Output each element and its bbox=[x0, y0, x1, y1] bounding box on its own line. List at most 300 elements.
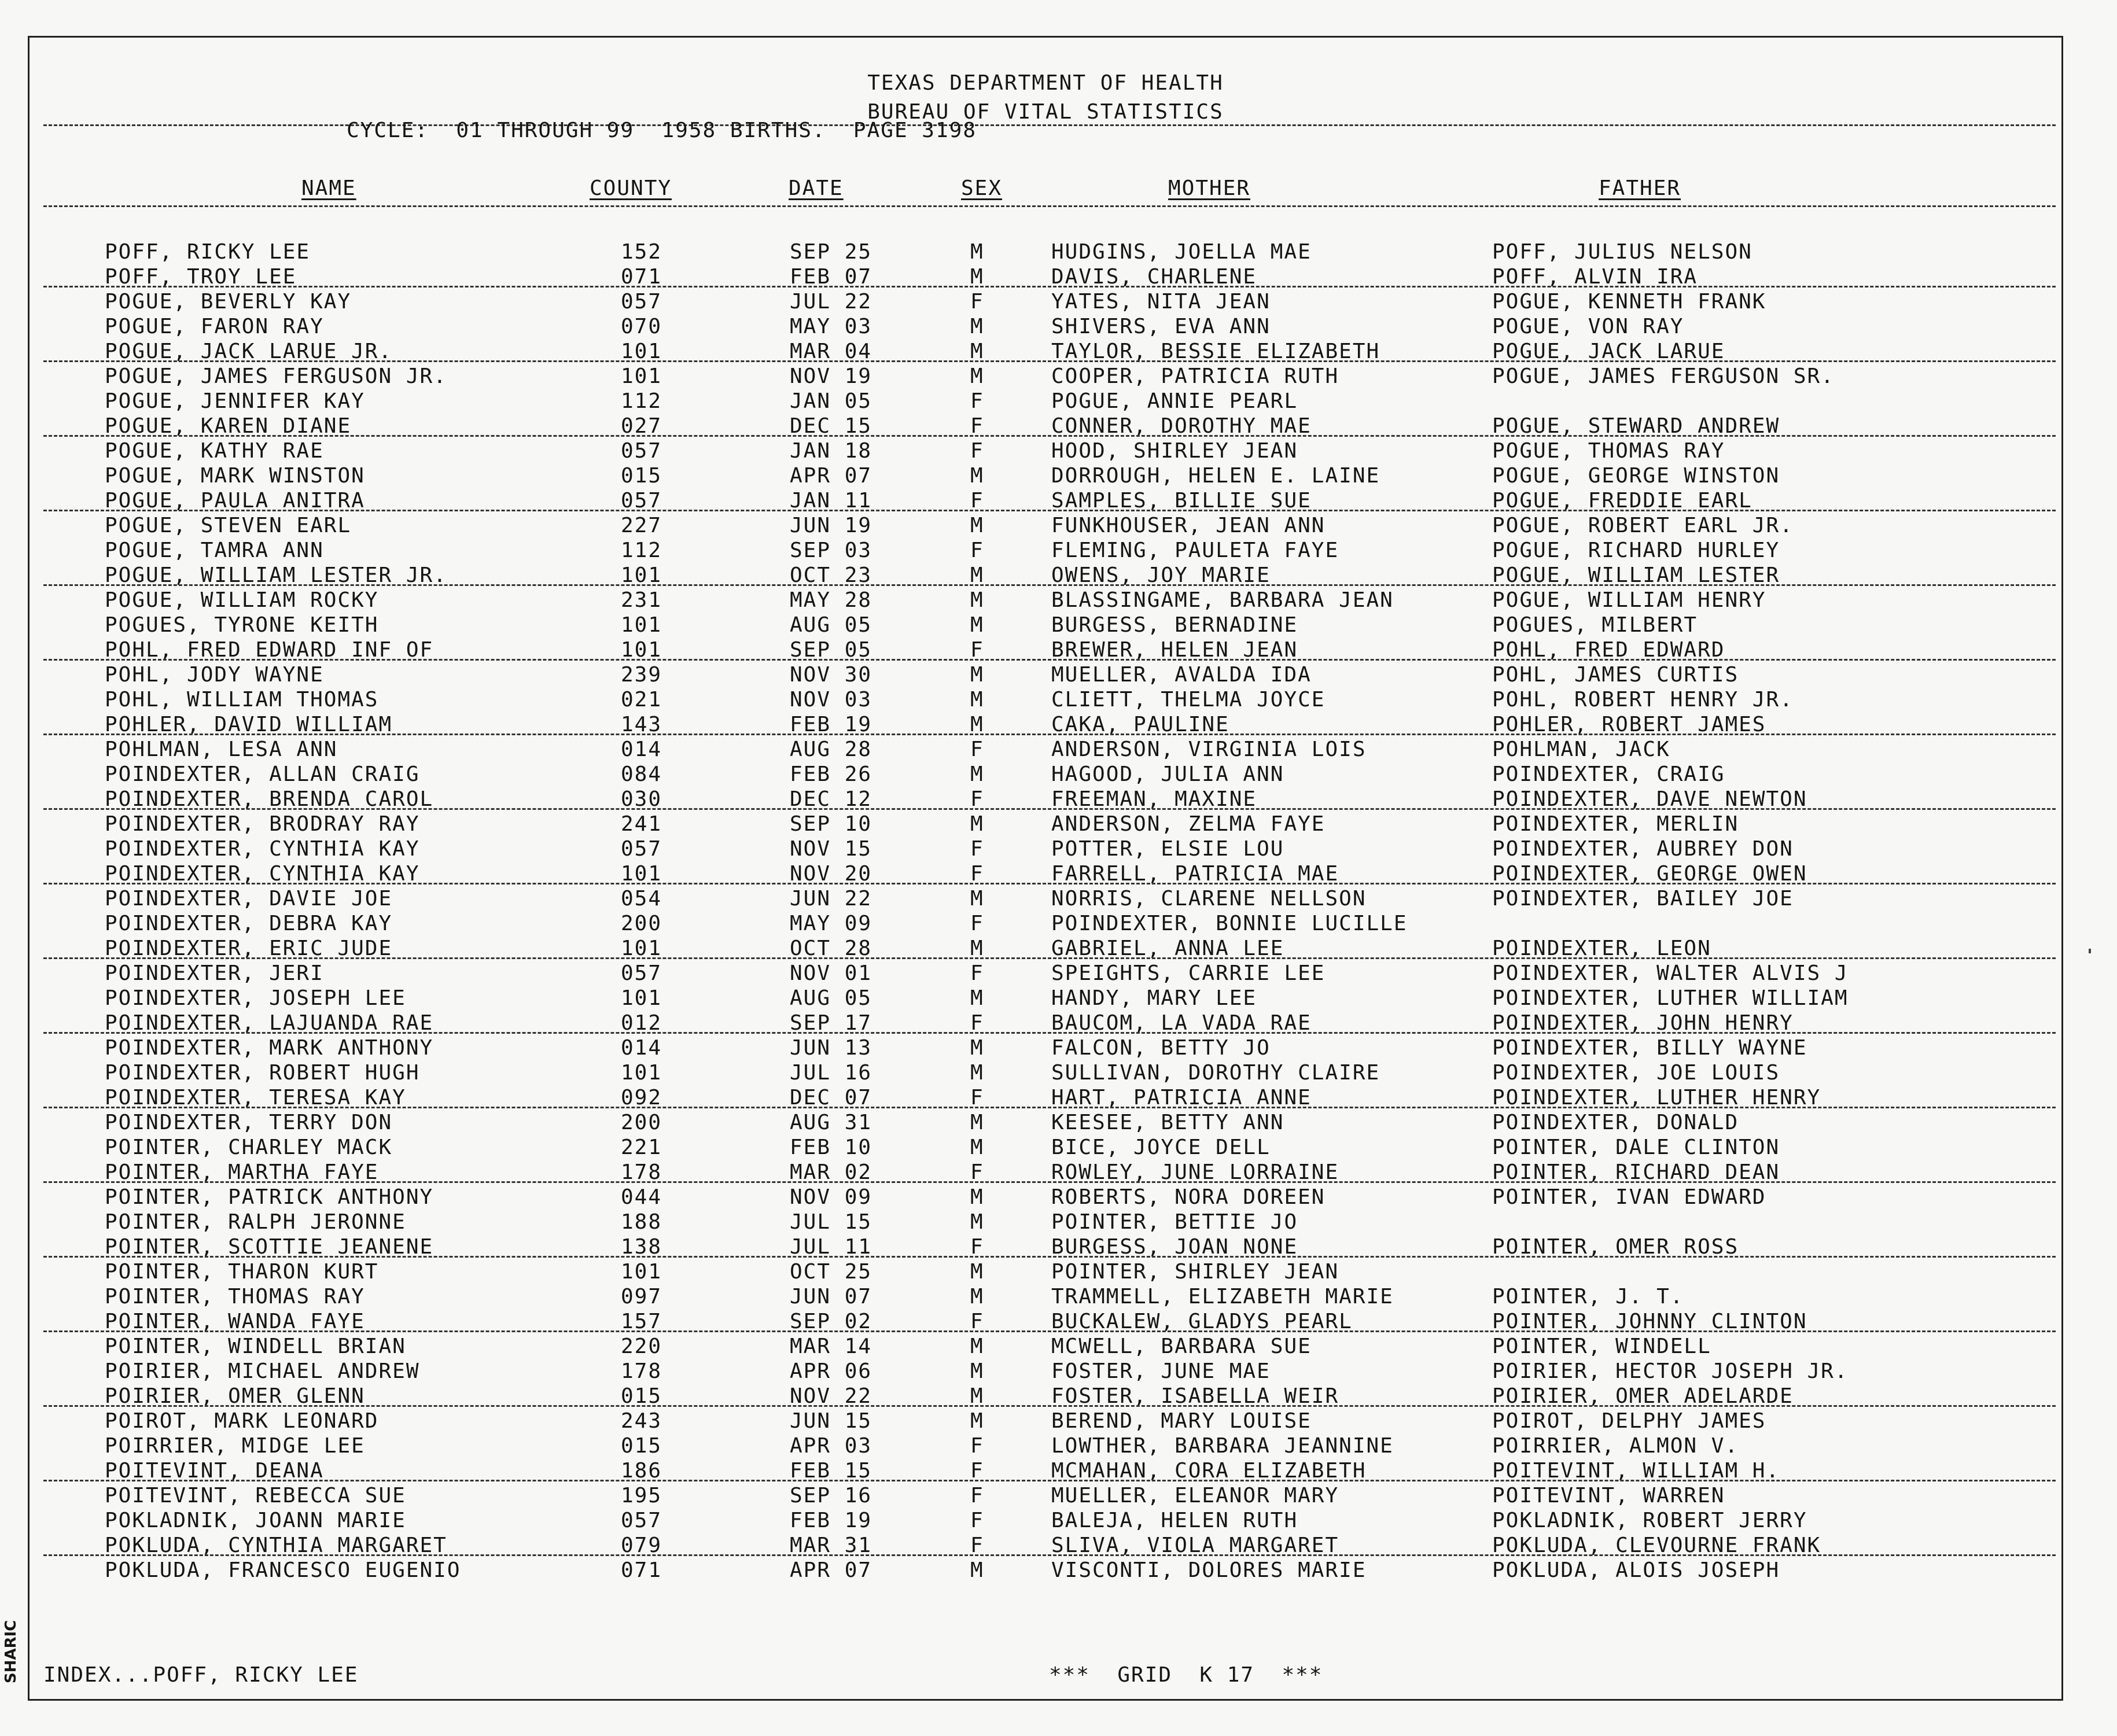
record-county: 015 bbox=[621, 1434, 662, 1458]
record-name: POIROT, MARK LEONARD bbox=[105, 1409, 379, 1433]
record-mother: CAKA, PAULINE bbox=[1051, 713, 1229, 736]
record-row bbox=[30, 986, 2061, 1011]
record-father: POINDEXTER, BILLY WAYNE bbox=[1492, 1036, 1807, 1060]
record-county: 014 bbox=[621, 738, 662, 761]
record-name: POGUE, KAREN DIANE bbox=[105, 414, 352, 438]
record-name: POKLUDA, FRANCESCO EUGENIO bbox=[105, 1558, 461, 1582]
record-name: POITEVINT, REBECCA SUE bbox=[105, 1484, 406, 1508]
record-date: DEC 12 bbox=[790, 787, 872, 811]
record-father: POINDEXTER, WALTER ALVIS J bbox=[1492, 961, 1849, 985]
record-sex: M bbox=[970, 887, 984, 911]
record-mother: BURGESS, JOAN NONE bbox=[1051, 1235, 1298, 1259]
record-row bbox=[30, 663, 2061, 688]
record-name: POINDEXTER, CYNTHIA KAY bbox=[105, 862, 420, 886]
record-father: POINDEXTER, DONALD bbox=[1492, 1111, 1739, 1134]
record-name: POFF, TROY LEE bbox=[105, 265, 297, 289]
header-rule bbox=[43, 124, 2056, 126]
record-father: POGUE, ROBERT EARL JR. bbox=[1492, 514, 1794, 537]
record-name: POINTER, MARTHA FAYE bbox=[105, 1160, 379, 1184]
record-father: POIRIER, OMER ADELARDE bbox=[1492, 1384, 1794, 1408]
record-date: NOV 19 bbox=[790, 364, 872, 388]
record-date: MAR 14 bbox=[790, 1335, 872, 1358]
record-father: POINTER, IVAN EDWARD bbox=[1492, 1185, 1766, 1209]
record-county: 057 bbox=[621, 837, 662, 861]
record-mother: ROWLEY, JUNE LORRAINE bbox=[1051, 1160, 1339, 1184]
record-county: 079 bbox=[621, 1534, 662, 1557]
record-sex: F bbox=[970, 539, 984, 562]
record-sex: M bbox=[970, 1335, 984, 1358]
record-father: POFF, JULIUS NELSON bbox=[1492, 240, 1752, 264]
record-father: POHLER, ROBERT JAMES bbox=[1492, 713, 1766, 736]
record-mother: ROBERTS, NORA DOREEN bbox=[1051, 1185, 1326, 1209]
record-county: 101 bbox=[621, 340, 662, 363]
record-row bbox=[30, 912, 2061, 937]
record-sex: F bbox=[970, 290, 984, 314]
record-father: POINDEXTER, BAILEY JOE bbox=[1492, 887, 1794, 911]
record-row bbox=[30, 489, 2061, 514]
scan-speck bbox=[2089, 949, 2091, 953]
record-sex: F bbox=[970, 1160, 984, 1184]
record-row bbox=[30, 539, 2061, 563]
record-row bbox=[30, 1160, 2061, 1185]
record-date: NOV 30 bbox=[790, 663, 872, 687]
record-sex: M bbox=[970, 364, 984, 388]
record-date: JUN 15 bbox=[790, 1409, 872, 1433]
record-date: APR 06 bbox=[790, 1359, 872, 1383]
record-county: 021 bbox=[621, 688, 662, 712]
record-name: POINDEXTER, BRODRAY RAY bbox=[105, 812, 420, 836]
record-mother: POGUE, ANNIE PEARL bbox=[1051, 389, 1298, 413]
record-mother: MCMAHAN, CORA ELIZABETH bbox=[1051, 1459, 1367, 1483]
record-father: POITEVINT, WILLIAM H. bbox=[1492, 1459, 1780, 1483]
record-row bbox=[30, 414, 2061, 439]
record-father: POHL, JAMES CURTIS bbox=[1492, 663, 1739, 687]
record-mother: HOOD, SHIRLEY JEAN bbox=[1051, 439, 1298, 463]
record-sex: F bbox=[970, 1310, 984, 1333]
record-father: POINDEXTER, GEORGE OWEN bbox=[1492, 862, 1807, 886]
bureau-title: BUREAU OF VITAL STATISTICS bbox=[867, 100, 1224, 124]
record-sex: F bbox=[970, 414, 984, 438]
column-header-date: DATE bbox=[789, 176, 844, 200]
record-date: MAY 28 bbox=[790, 588, 872, 612]
column-header-mother: MOTHER bbox=[1168, 176, 1251, 200]
record-row bbox=[30, 1235, 2061, 1260]
record-sex: M bbox=[970, 1409, 984, 1433]
index-label: INDEX...POFF, RICKY LEE bbox=[43, 1663, 359, 1687]
record-mother: FARRELL, PATRICIA MAE bbox=[1051, 862, 1339, 886]
column-header-rule bbox=[43, 205, 2056, 207]
record-mother: NORRIS, CLARENE NELLSON bbox=[1051, 887, 1367, 911]
record-mother: TAYLOR, BESSIE ELIZABETH bbox=[1051, 340, 1380, 363]
record-row bbox=[30, 738, 2061, 762]
record-name: POGUE, KATHY RAE bbox=[105, 439, 324, 463]
record-father: POINTER, J. T. bbox=[1492, 1285, 1684, 1309]
record-sex: F bbox=[970, 862, 984, 886]
record-father: POINTER, OMER ROSS bbox=[1492, 1235, 1739, 1259]
record-father: POINTER, DALE CLINTON bbox=[1492, 1136, 1780, 1159]
record-county: 101 bbox=[621, 862, 662, 886]
record-county: 101 bbox=[621, 364, 662, 388]
record-sex: F bbox=[970, 1484, 984, 1508]
record-father: POKLUDA, ALOIS JOSEPH bbox=[1492, 1558, 1780, 1582]
record-father: POINDEXTER, JOHN HENRY bbox=[1492, 1011, 1794, 1035]
record-row bbox=[30, 1086, 2061, 1111]
record-name: POHLER, DAVID WILLIAM bbox=[105, 713, 393, 736]
record-sex: M bbox=[970, 1285, 984, 1309]
record-father: POINDEXTER, LUTHER HENRY bbox=[1492, 1086, 1821, 1110]
record-sex: F bbox=[970, 389, 984, 413]
record-name: POINDEXTER, TERESA KAY bbox=[105, 1086, 406, 1110]
record-mother: CONNER, DOROTHY MAE bbox=[1051, 414, 1312, 438]
record-date: MAR 31 bbox=[790, 1534, 872, 1557]
record-row bbox=[30, 439, 2061, 464]
record-date: JUN 19 bbox=[790, 514, 872, 537]
record-date: NOV 22 bbox=[790, 1384, 872, 1408]
record-row bbox=[30, 1459, 2061, 1484]
record-row bbox=[30, 1558, 2061, 1583]
record-county: 101 bbox=[621, 613, 662, 637]
record-date: JUL 11 bbox=[790, 1235, 872, 1259]
record-father: POGUE, JACK LARUE bbox=[1492, 340, 1725, 363]
record-county: 084 bbox=[621, 762, 662, 786]
record-sex: M bbox=[970, 1384, 984, 1408]
record-name: POGUES, TYRONE KEITH bbox=[105, 613, 379, 637]
record-county: 152 bbox=[621, 240, 662, 264]
record-date: SEP 25 bbox=[790, 240, 872, 264]
record-sex: M bbox=[970, 688, 984, 712]
record-date: JUL 16 bbox=[790, 1061, 872, 1085]
record-father: POINDEXTER, CRAIG bbox=[1492, 762, 1725, 786]
record-father: POINDEXTER, LEON bbox=[1492, 937, 1711, 960]
record-county: 221 bbox=[621, 1136, 662, 1159]
record-date: FEB 15 bbox=[790, 1459, 872, 1483]
record-date: JAN 05 bbox=[790, 389, 872, 413]
record-sex: M bbox=[970, 1260, 984, 1284]
record-date: FEB 10 bbox=[790, 1136, 872, 1159]
record-row bbox=[30, 464, 2061, 489]
record-date: APR 07 bbox=[790, 1558, 872, 1582]
record-county: 057 bbox=[621, 1509, 662, 1532]
record-father: POINDEXTER, DAVE NEWTON bbox=[1492, 787, 1807, 811]
record-date: SEP 16 bbox=[790, 1484, 872, 1508]
record-county: 195 bbox=[621, 1484, 662, 1508]
record-father: POINDEXTER, MERLIN bbox=[1492, 812, 1739, 836]
record-county: 071 bbox=[621, 265, 662, 289]
record-name: POINTER, WANDA FAYE bbox=[105, 1310, 365, 1333]
record-date: AUG 05 bbox=[790, 986, 872, 1010]
record-county: 112 bbox=[621, 539, 662, 562]
record-father: POHL, ROBERT HENRY JR. bbox=[1492, 688, 1794, 712]
record-sex: F bbox=[970, 1534, 984, 1557]
printout-page bbox=[28, 36, 2063, 1701]
record-name: POGUE, BEVERLY KAY bbox=[105, 290, 352, 314]
record-father: POIROT, DELPHY JAMES bbox=[1492, 1409, 1766, 1433]
record-father: POINTER, RICHARD DEAN bbox=[1492, 1160, 1780, 1184]
record-father: POINTER, WINDELL bbox=[1492, 1335, 1711, 1358]
record-father: POIRIER, HECTOR JOSEPH JR. bbox=[1492, 1359, 1849, 1383]
record-father: POKLADNIK, ROBERT JERRY bbox=[1492, 1509, 1807, 1532]
record-county: 112 bbox=[621, 389, 662, 413]
record-mother: SLIVA, VIOLA MARGARET bbox=[1051, 1534, 1339, 1557]
record-row bbox=[30, 563, 2061, 588]
record-father: POGUE, FREDDIE EARL bbox=[1492, 489, 1752, 513]
record-county: 057 bbox=[621, 961, 662, 985]
record-mother: HAGOOD, JULIA ANN bbox=[1051, 762, 1284, 786]
record-date: NOV 20 bbox=[790, 862, 872, 886]
record-county: 241 bbox=[621, 812, 662, 836]
record-date: AUG 28 bbox=[790, 738, 872, 761]
record-row bbox=[30, 688, 2061, 713]
record-county: 044 bbox=[621, 1185, 662, 1209]
record-county: 092 bbox=[621, 1086, 662, 1110]
record-sex: M bbox=[970, 464, 984, 488]
record-name: POINTER, PATRICK ANTHONY bbox=[105, 1185, 434, 1209]
record-row bbox=[30, 1359, 2061, 1384]
record-name: POKLADNIK, JOANN MARIE bbox=[105, 1509, 406, 1532]
record-name: POGUE, JAMES FERGUSON JR. bbox=[105, 364, 447, 388]
record-row bbox=[30, 1136, 2061, 1160]
record-name: POINDEXTER, DAVIE JOE bbox=[105, 887, 393, 911]
record-county: 220 bbox=[621, 1335, 662, 1358]
record-mother: FOSTER, ISABELLA WEIR bbox=[1051, 1384, 1339, 1408]
record-sex: M bbox=[970, 1136, 984, 1159]
record-name: POINTER, CHARLEY MACK bbox=[105, 1136, 393, 1159]
record-mother: KEESEE, BETTY ANN bbox=[1051, 1111, 1284, 1134]
record-mother: BALEJA, HELEN RUTH bbox=[1051, 1509, 1298, 1532]
record-date: FEB 19 bbox=[790, 1509, 872, 1532]
record-row bbox=[30, 588, 2061, 613]
record-sex: F bbox=[970, 961, 984, 985]
record-mother: BAUCOM, LA VADA RAE bbox=[1051, 1011, 1312, 1035]
record-county: 143 bbox=[621, 713, 662, 736]
record-county: 057 bbox=[621, 290, 662, 314]
column-header-sex: SEX bbox=[961, 176, 1003, 200]
record-county: 101 bbox=[621, 937, 662, 960]
record-name: POGUE, WILLIAM ROCKY bbox=[105, 588, 379, 612]
record-sex: M bbox=[970, 340, 984, 363]
record-name: POINDEXTER, ALLAN CRAIG bbox=[105, 762, 420, 786]
record-county: 101 bbox=[621, 638, 662, 662]
record-sex: M bbox=[970, 240, 984, 264]
record-mother: BUCKALEW, GLADYS PEARL bbox=[1051, 1310, 1353, 1333]
record-sex: F bbox=[970, 837, 984, 861]
record-date: MAR 04 bbox=[790, 340, 872, 363]
record-name: POKLUDA, CYNTHIA MARGARET bbox=[105, 1534, 447, 1557]
record-mother: BREWER, HELEN JEAN bbox=[1051, 638, 1298, 662]
record-mother: MUELLER, AVALDA IDA bbox=[1051, 663, 1312, 687]
record-county: 157 bbox=[621, 1310, 662, 1333]
record-father: POGUE, KENNETH FRANK bbox=[1492, 290, 1766, 314]
record-county: 097 bbox=[621, 1285, 662, 1309]
record-row bbox=[30, 1285, 2061, 1310]
record-name: POGUE, WILLIAM LESTER JR. bbox=[105, 563, 447, 587]
record-name: POGUE, MARK WINSTON bbox=[105, 464, 365, 488]
record-date: APR 07 bbox=[790, 464, 872, 488]
record-row bbox=[30, 290, 2061, 315]
record-mother: VISCONTI, DOLORES MARIE bbox=[1051, 1558, 1367, 1582]
record-mother: BICE, JOYCE DELL bbox=[1051, 1136, 1271, 1159]
record-date: FEB 19 bbox=[790, 713, 872, 736]
record-sex: M bbox=[970, 1210, 984, 1234]
birth-records-list bbox=[30, 240, 2061, 1583]
record-row bbox=[30, 1384, 2061, 1409]
record-father: POFF, ALVIN IRA bbox=[1492, 265, 1698, 289]
record-date: JUL 22 bbox=[790, 290, 872, 314]
record-name: POIRIER, MICHAEL ANDREW bbox=[105, 1359, 420, 1383]
record-date: SEP 03 bbox=[790, 539, 872, 562]
record-row bbox=[30, 862, 2061, 887]
record-row bbox=[30, 1409, 2061, 1434]
record-mother: BEREND, MARY LOUISE bbox=[1051, 1409, 1312, 1433]
record-date: OCT 23 bbox=[790, 563, 872, 587]
record-county: 243 bbox=[621, 1409, 662, 1433]
record-date: SEP 17 bbox=[790, 1011, 872, 1035]
record-sex: F bbox=[970, 1086, 984, 1110]
record-mother: COOPER, PATRICIA RUTH bbox=[1051, 364, 1339, 388]
record-date: SEP 05 bbox=[790, 638, 872, 662]
record-row bbox=[30, 762, 2061, 787]
record-name: POINDEXTER, JOSEPH LEE bbox=[105, 986, 406, 1010]
record-county: 101 bbox=[621, 1061, 662, 1085]
record-row bbox=[30, 837, 2061, 862]
record-county: 015 bbox=[621, 464, 662, 488]
record-mother: POINDEXTER, BONNIE LUCILLE bbox=[1051, 912, 1408, 935]
record-name: POIRIER, OMER GLENN bbox=[105, 1384, 365, 1408]
record-date: NOV 15 bbox=[790, 837, 872, 861]
record-sex: M bbox=[970, 1185, 984, 1209]
record-father: POGUE, GEORGE WINSTON bbox=[1492, 464, 1780, 488]
record-mother: HUDGINS, JOELLA MAE bbox=[1051, 240, 1312, 264]
record-sex: M bbox=[970, 315, 984, 338]
record-sex: M bbox=[970, 986, 984, 1010]
record-mother: BURGESS, BERNADINE bbox=[1051, 613, 1298, 637]
record-name: POINTER, THARON KURT bbox=[105, 1260, 379, 1284]
record-name: POITEVINT, DEANA bbox=[105, 1459, 324, 1483]
record-date: DEC 15 bbox=[790, 414, 872, 438]
record-father: POHLMAN, JACK bbox=[1492, 738, 1670, 761]
record-name: POINDEXTER, ROBERT HUGH bbox=[105, 1061, 420, 1085]
record-name: POINTER, WINDELL BRIAN bbox=[105, 1335, 406, 1358]
record-sex: F bbox=[970, 912, 984, 935]
record-sex: M bbox=[970, 1036, 984, 1060]
record-mother: CLIETT, THELMA JOYCE bbox=[1051, 688, 1326, 712]
record-county: 200 bbox=[621, 912, 662, 935]
record-row bbox=[30, 812, 2061, 837]
record-county: 178 bbox=[621, 1160, 662, 1184]
record-sex: F bbox=[970, 1434, 984, 1458]
scanner-side-mark: SHARIC bbox=[2, 1620, 20, 1683]
record-name: POINDEXTER, JERI bbox=[105, 961, 324, 985]
record-county: 200 bbox=[621, 1111, 662, 1134]
record-sex: M bbox=[970, 663, 984, 687]
record-name: POINDEXTER, CYNTHIA KAY bbox=[105, 837, 420, 861]
record-mother: POTTER, ELSIE LOU bbox=[1051, 837, 1284, 861]
record-row bbox=[30, 1061, 2061, 1086]
record-date: NOV 09 bbox=[790, 1185, 872, 1209]
record-father: POINDEXTER, LUTHER WILLIAM bbox=[1492, 986, 1849, 1010]
record-father: POINDEXTER, JOE LOUIS bbox=[1492, 1061, 1780, 1085]
record-mother: HART, PATRICIA ANNE bbox=[1051, 1086, 1312, 1110]
record-sex: M bbox=[970, 1111, 984, 1134]
record-row bbox=[30, 1260, 2061, 1285]
record-sex: M bbox=[970, 812, 984, 836]
record-sex: M bbox=[970, 613, 984, 637]
record-mother: DORROUGH, HELEN E. LAINE bbox=[1051, 464, 1380, 488]
record-mother: YATES, NITA JEAN bbox=[1051, 290, 1271, 314]
record-mother: FUNKHOUSER, JEAN ANN bbox=[1051, 514, 1326, 537]
column-header-father: FATHER bbox=[1599, 176, 1681, 200]
record-mother: FALCON, BETTY JO bbox=[1051, 1036, 1271, 1060]
cycle-line: CYCLE: 01 THROUGH 99 1958 BIRTHS. PAGE 3198 bbox=[347, 119, 977, 142]
record-name: POGUE, TAMRA ANN bbox=[105, 539, 324, 562]
record-father: POIRRIER, ALMON V. bbox=[1492, 1434, 1739, 1458]
record-name: POINDEXTER, ERIC JUDE bbox=[105, 937, 393, 960]
record-mother: DAVIS, CHARLENE bbox=[1051, 265, 1257, 289]
record-name: POGUE, JENNIFER KAY bbox=[105, 389, 365, 413]
record-mother: SULLIVAN, DOROTHY CLAIRE bbox=[1051, 1061, 1380, 1085]
record-row bbox=[30, 340, 2061, 364]
record-sex: M bbox=[970, 937, 984, 960]
record-sex: F bbox=[970, 489, 984, 513]
record-father: POGUE, WILLIAM LESTER bbox=[1492, 563, 1780, 587]
record-date: JUN 07 bbox=[790, 1285, 872, 1309]
record-row bbox=[30, 1434, 2061, 1459]
record-row bbox=[30, 514, 2061, 539]
record-row bbox=[30, 1111, 2061, 1136]
record-father: POGUE, WILLIAM HENRY bbox=[1492, 588, 1766, 612]
record-name: POINDEXTER, TERRY DON bbox=[105, 1111, 393, 1134]
record-name: POGUE, STEVEN EARL bbox=[105, 514, 352, 537]
record-father: POGUE, VON RAY bbox=[1492, 315, 1684, 338]
record-date: MAR 02 bbox=[790, 1160, 872, 1184]
record-mother: LOWTHER, BARBARA JEANNINE bbox=[1051, 1434, 1394, 1458]
record-date: MAY 09 bbox=[790, 912, 872, 935]
record-row bbox=[30, 713, 2061, 738]
record-date: JAN 11 bbox=[790, 489, 872, 513]
record-mother: BLASSINGAME, BARBARA JEAN bbox=[1051, 588, 1394, 612]
record-county: 014 bbox=[621, 1036, 662, 1060]
record-row bbox=[30, 364, 2061, 389]
record-father: POGUE, JAMES FERGUSON SR. bbox=[1492, 364, 1835, 388]
record-father: POKLUDA, CLEVOURNE FRANK bbox=[1492, 1534, 1821, 1557]
record-father: POGUE, STEWARD ANDREW bbox=[1492, 414, 1780, 438]
record-father: POINDEXTER, AUBREY DON bbox=[1492, 837, 1794, 861]
record-county: 227 bbox=[621, 514, 662, 537]
record-date: DEC 07 bbox=[790, 1086, 872, 1110]
record-date: FEB 07 bbox=[790, 265, 872, 289]
record-name: POINDEXTER, LAJUANDA RAE bbox=[105, 1011, 434, 1035]
record-county: 239 bbox=[621, 663, 662, 687]
record-row bbox=[30, 1210, 2061, 1235]
record-row bbox=[30, 1534, 2061, 1558]
record-date: SEP 10 bbox=[790, 812, 872, 836]
record-mother: MCWELL, BARBARA SUE bbox=[1051, 1335, 1312, 1358]
record-date: APR 03 bbox=[790, 1434, 872, 1458]
record-sex: F bbox=[970, 738, 984, 761]
record-name: POINTER, SCOTTIE JEANENE bbox=[105, 1235, 434, 1259]
record-name: POHL, WILLIAM THOMAS bbox=[105, 688, 379, 712]
record-row bbox=[30, 265, 2061, 290]
record-date: AUG 31 bbox=[790, 1111, 872, 1134]
record-mother: HANDY, MARY LEE bbox=[1051, 986, 1257, 1010]
record-name: POGUE, JACK LARUE JR. bbox=[105, 340, 393, 363]
record-row bbox=[30, 240, 2061, 265]
record-row bbox=[30, 1310, 2061, 1335]
record-sex: M bbox=[970, 514, 984, 537]
record-mother: GABRIEL, ANNA LEE bbox=[1051, 937, 1284, 960]
record-name: POGUE, PAULA ANITRA bbox=[105, 489, 365, 513]
record-county: 178 bbox=[621, 1359, 662, 1383]
